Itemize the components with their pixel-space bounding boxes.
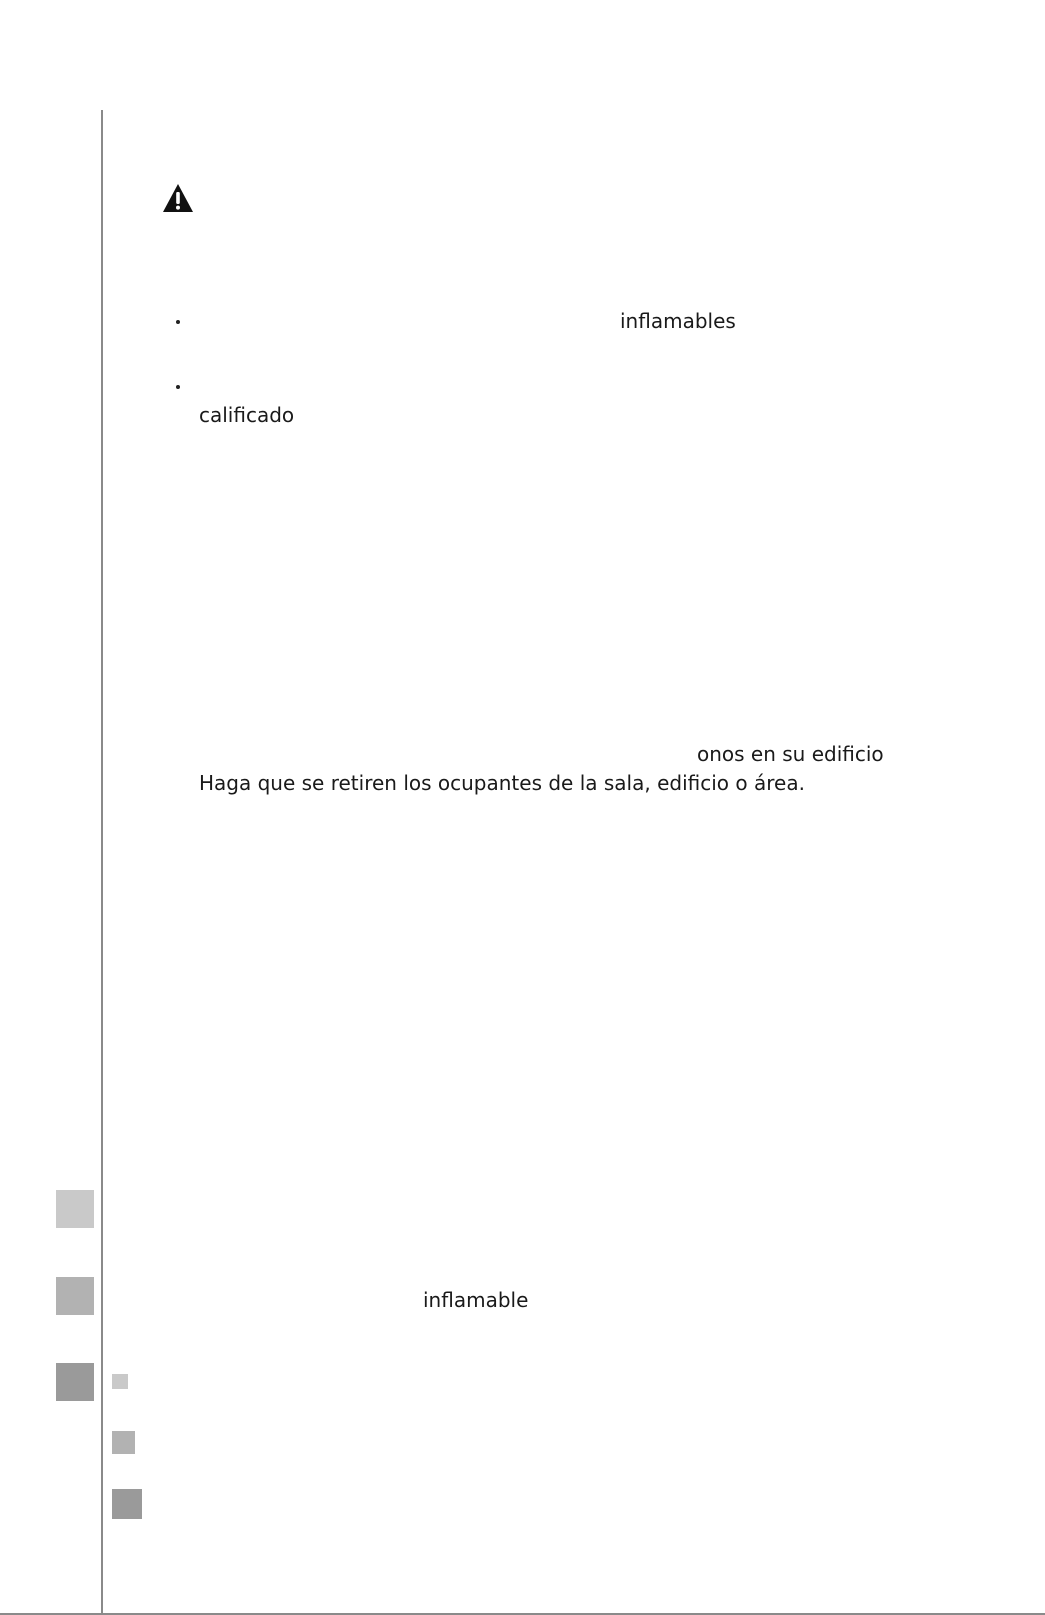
- lower-text-inflamable: inflamable: [423, 1288, 529, 1312]
- legend-square-small: [112, 1374, 128, 1389]
- bullet-text-calificado: calificado: [199, 403, 295, 427]
- paragraph-line-1: onos en su edificio: [697, 742, 884, 766]
- warning-triangle-icon: [162, 183, 194, 213]
- legend-square-medium: [112, 1431, 135, 1454]
- section-tab-dark: [56, 1363, 94, 1401]
- section-tab-mid: [56, 1277, 94, 1315]
- left-margin-rule: [101, 110, 103, 1615]
- legend-square-large: [112, 1489, 142, 1519]
- paragraph-line-2: Haga que se retiren los ocupantes de la sala, edificio o área.: [199, 771, 805, 795]
- bullet-text-inflamables: inflamables: [620, 309, 736, 333]
- bullet-marker: [176, 320, 180, 324]
- section-tab-light: [56, 1190, 94, 1228]
- bullet-marker: [176, 385, 180, 389]
